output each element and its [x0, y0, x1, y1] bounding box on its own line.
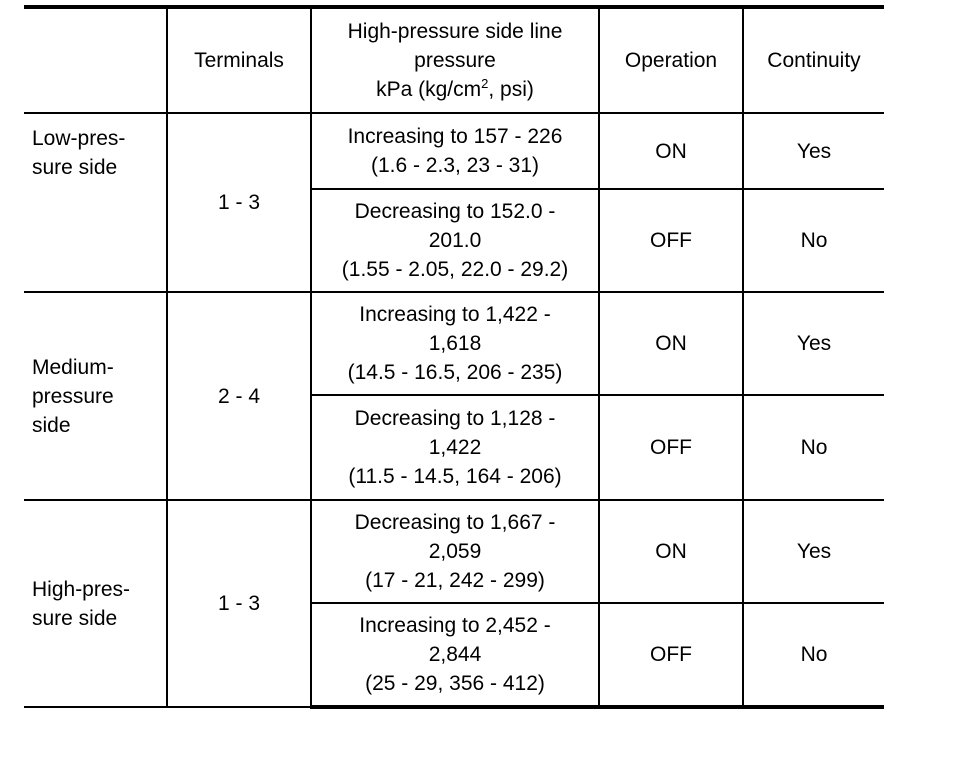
side-label-line: Medium- — [32, 355, 114, 379]
pressure-cell — [311, 113, 599, 189]
pressure-line: Decreasing to 1,667 - — [354, 511, 556, 534]
continuity-cell: Yes — [743, 113, 884, 189]
pressure-line: (14.5 - 16.5, 206 - 235) — [347, 361, 563, 384]
pressure-cell — [311, 292, 599, 395]
pressure-cell — [311, 500, 599, 603]
pressure-line: 1,422 — [428, 436, 482, 459]
table-row — [24, 113, 884, 189]
pressure-line: Increasing to 1,422 - — [359, 303, 551, 326]
side-label-line: side — [32, 413, 71, 437]
pressure-cell — [311, 395, 599, 500]
terminals-cell-high: 1 - 3 — [167, 500, 311, 707]
pressure-line: 2,059 — [428, 540, 482, 563]
header-pressure-unit-pre: kPa (kg/cm — [376, 78, 482, 101]
operation-cell: ON — [599, 500, 743, 603]
header-blank-cell — [24, 7, 167, 113]
pressure-cell — [311, 603, 599, 707]
pressure-line: (1.6 - 2.3, 23 - 31) — [370, 154, 540, 177]
pressure-line: (17 - 21, 242 - 299) — [365, 569, 545, 592]
side-cell-high — [24, 500, 167, 707]
pressure-switch-spec-table — [24, 5, 884, 709]
side-label-line: Low-pres- — [32, 127, 126, 150]
pressure-line: 1,618 — [428, 332, 482, 355]
table-row — [24, 292, 884, 395]
side-label-line: sure side — [32, 156, 118, 179]
pressure-line: (11.5 - 14.5, 164 - 206) — [348, 465, 562, 488]
header-operation: Operation — [599, 7, 743, 113]
operation-cell: OFF — [599, 189, 743, 292]
header-continuity: Continuity — [743, 7, 884, 113]
table-body — [24, 113, 884, 707]
side-label-line: sure side — [32, 606, 118, 630]
header-pressure-line-2: pressure — [414, 49, 496, 72]
side-label-line: High-pres- — [32, 577, 131, 601]
pressure-cell — [311, 189, 599, 292]
header-pressure-unit-sup: 2 — [481, 76, 489, 91]
continuity-cell: No — [743, 395, 884, 500]
pressure-line: Decreasing to 152.0 - — [354, 200, 556, 223]
side-cell-medium — [24, 292, 167, 500]
pressure-line: 2,844 — [428, 643, 482, 666]
header-terminals: Terminals — [167, 7, 311, 113]
header-pressure-unit-post: , psi) — [488, 78, 534, 101]
table-row — [24, 500, 884, 603]
header-row — [24, 7, 884, 113]
pressure-line: 201.0 — [428, 229, 482, 252]
header-pressure — [311, 7, 599, 113]
continuity-cell: No — [743, 189, 884, 292]
pressure-line: Decreasing to 1,128 - — [354, 407, 556, 430]
terminals-cell-low: 1 - 3 — [167, 113, 311, 292]
continuity-cell: No — [743, 603, 884, 707]
side-cell-low — [24, 113, 167, 292]
continuity-cell: Yes — [743, 292, 884, 395]
pressure-line: Increasing to 2,452 - — [359, 614, 551, 637]
pressure-line: (25 - 29, 356 - 412) — [365, 672, 545, 695]
terminals-cell-medium: 2 - 4 — [167, 292, 311, 500]
continuity-cell: Yes — [743, 500, 884, 603]
table-header — [24, 7, 884, 113]
side-label-line: pressure — [32, 384, 114, 408]
operation-cell: ON — [599, 292, 743, 395]
operation-cell: ON — [599, 113, 743, 189]
header-pressure-line-1: High-pressure side line — [347, 20, 563, 43]
pressure-line: Increasing to 157 - 226 — [347, 125, 563, 148]
pressure-line: (1.55 - 2.05, 22.0 - 29.2) — [341, 258, 569, 281]
operation-cell: OFF — [599, 395, 743, 500]
header-pressure-unit — [318, 75, 592, 104]
operation-cell: OFF — [599, 603, 743, 707]
